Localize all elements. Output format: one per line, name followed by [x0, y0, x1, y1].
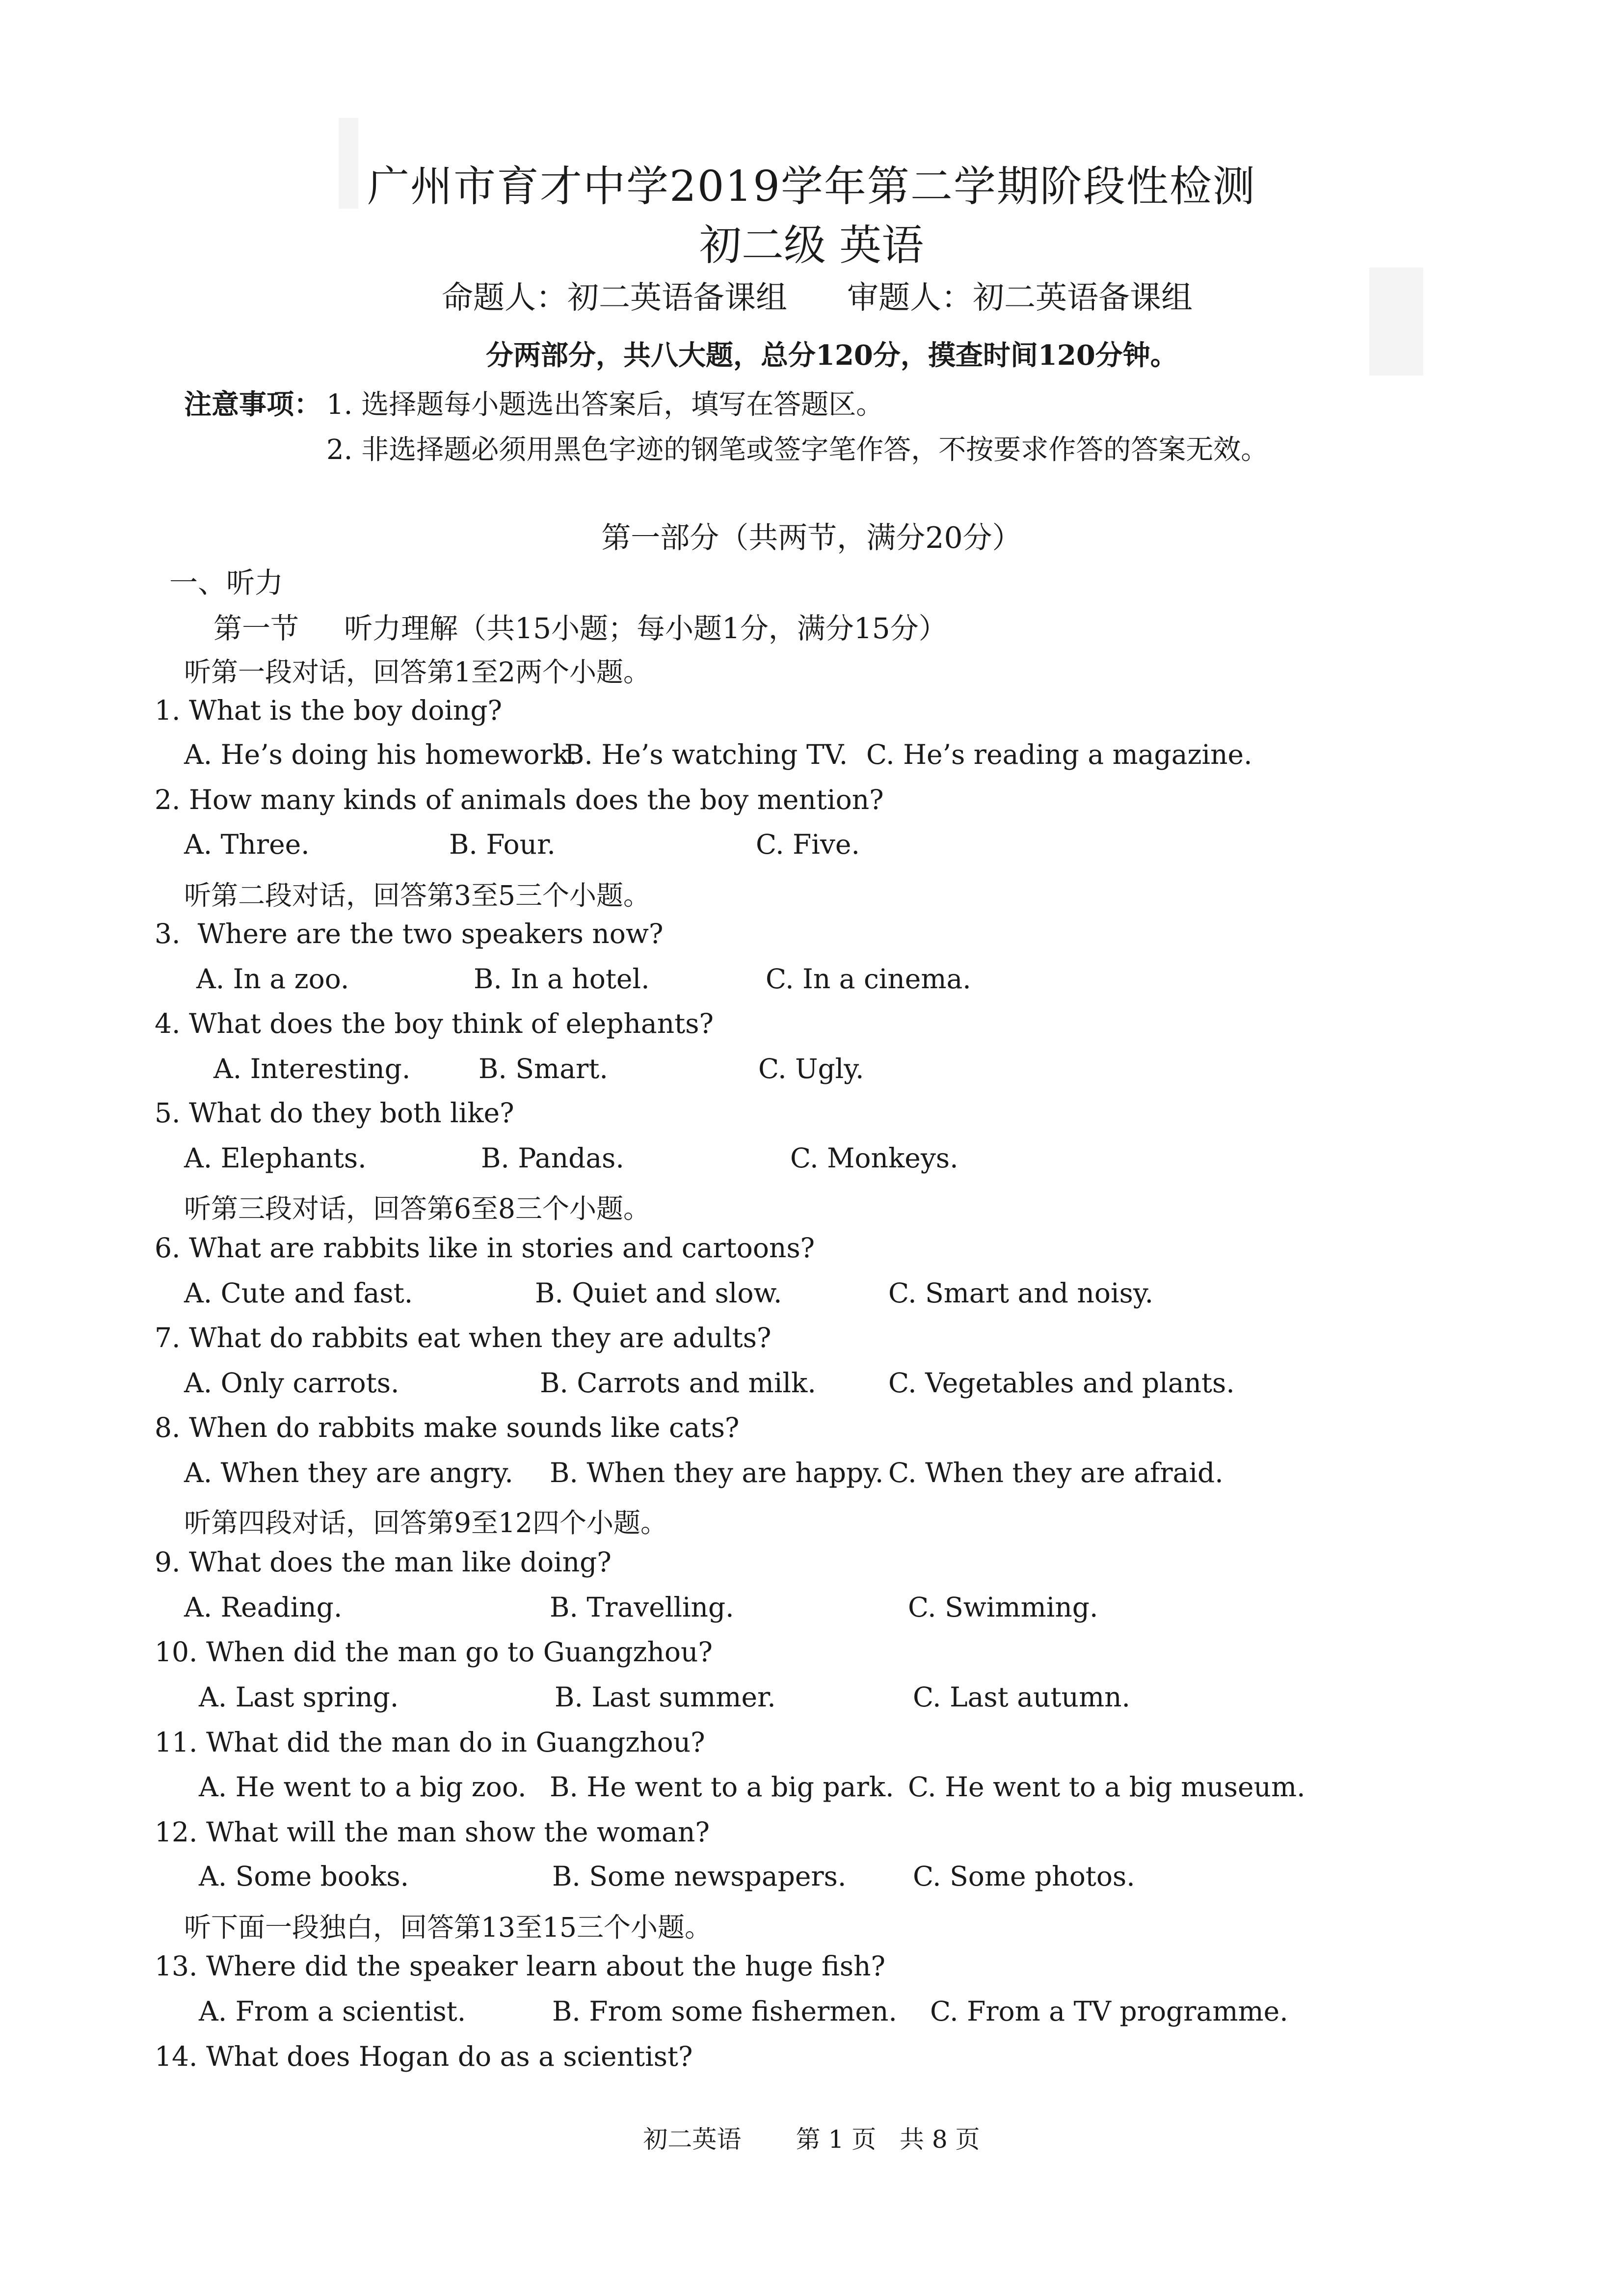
dialogue-instruction: 听第二段对话，回答第3至5三个小题。 [184, 880, 650, 911]
score-note: 分两部分，共八大题，总分120分，摸查时间120分钟。 [486, 339, 1178, 372]
answer-option: B. Pandas. [481, 1142, 624, 1174]
answer-option: B. Last summer. [555, 1681, 776, 1713]
answer-option: B. From some fishermen. [552, 1996, 897, 2027]
answer-option: A. Last spring. [199, 1681, 399, 1713]
answer-option: B. Smart. [479, 1053, 608, 1084]
answer-option: C. From a TV programme. [930, 1996, 1288, 2027]
answer-option: A. Interesting. [213, 1053, 411, 1084]
notice-item-2: 2. 非选择题必须用黑色字迹的钢笔或签字笔作答，不按要求作答的答案无效。 [326, 434, 1269, 466]
question-text: 13. Where did the speaker learn about the huge fish? [155, 1950, 885, 1982]
answer-option: A. From a scientist. [199, 1996, 466, 2027]
exam-subtitle: 初二级 英语 [699, 221, 924, 270]
answer-option: C. When they are afraid. [888, 1457, 1224, 1488]
answer-option: B. Four. [449, 829, 556, 860]
dialogue-instruction: 听第四段对话，回答第9至12四个小题。 [184, 1507, 667, 1539]
answer-option: A. Reading. [184, 1592, 343, 1623]
answer-option: C. Ugly. [758, 1053, 864, 1084]
answer-option: C. Swimming. [908, 1592, 1098, 1623]
exam-title: 广州市育才中学2019学年第二学期阶段性检测 [367, 162, 1256, 211]
notice-label: 注意事项： [184, 388, 321, 421]
answer-option: A. Three. [184, 829, 310, 860]
question-text: 5. What do they both like? [155, 1097, 514, 1129]
answer-option: B. Quiet and slow. [535, 1277, 782, 1309]
answer-option: C. Vegetables and plants. [888, 1367, 1235, 1399]
answer-option: B. He’s watching TV. [564, 739, 848, 770]
answer-option: C. Smart and noisy. [888, 1277, 1154, 1309]
answer-option: A. He’s doing his homework. [184, 739, 578, 770]
answer-option: B. Some newspapers. [552, 1861, 847, 1892]
answer-option: B. Travelling. [550, 1592, 734, 1623]
dialogue-instruction: 听第三段对话，回答第6至8三个小题。 [184, 1193, 650, 1224]
dialogue-instruction: 听第一段对话，回答第1至2两个小题。 [184, 656, 650, 688]
answer-option: C. He went to a big museum. [908, 1771, 1305, 1803]
exam-authors: 命题人：初二英语备课组 审题人：初二英语备课组 [442, 280, 1193, 316]
page-footer: 初二英语 第 1 页 共 8 页 [643, 2125, 980, 2154]
answer-option: B. In a hotel. [474, 963, 650, 995]
answer-option: A. Cute and fast. [184, 1277, 413, 1309]
notice-item-1: 1. 选择题每小题选出答案后，填写在答题区。 [326, 389, 884, 421]
answer-option: C. Monkeys. [790, 1142, 958, 1174]
answer-option: A. In a zoo. [196, 963, 349, 995]
question-text: 4. What does the boy think of elephants? [155, 1008, 714, 1039]
answer-option: C. Last autumn. [913, 1681, 1131, 1713]
question-text: 12. What will the man show the woman? [155, 1816, 710, 1848]
section-1-title: 第一节 听力理解（共15小题；每小题1分，满分15分） [213, 612, 947, 645]
question-text: 1. What is the boy doing? [155, 695, 503, 726]
answer-option: A. Elephants. [184, 1142, 367, 1174]
question-text: 14. What does Hogan do as a scientist? [155, 2041, 693, 2072]
question-text: 11. What did the man do in Guangzhou? [155, 1727, 705, 1758]
question-text: 9. What does the man like doing? [155, 1546, 612, 1578]
answer-option: B. Carrots and milk. [540, 1367, 816, 1399]
question-text: 7. What do rabbits eat when they are adults? [155, 1322, 772, 1353]
section-listening: 一、听力 [169, 566, 284, 599]
answer-option: B. When they are happy. [550, 1457, 884, 1488]
answer-option: C. Some photos. [913, 1861, 1135, 1892]
answer-option: A. Some books. [199, 1861, 409, 1892]
answer-option: C. In a cinema. [766, 963, 971, 995]
answer-option: A. Only carrots. [184, 1367, 399, 1399]
answer-option: C. Five. [756, 829, 860, 860]
answer-option: B. He went to a big park. [550, 1771, 894, 1803]
answer-option: C. He’s reading a magazine. [866, 739, 1252, 770]
answer-option: A. He went to a big zoo. [199, 1771, 527, 1803]
question-text: 2. How many kinds of animals does the boy mention? [155, 784, 884, 815]
part-one-title: 第一部分（共两节，满分20分） [601, 521, 1022, 555]
answer-option: A. When they are angry. [184, 1457, 513, 1488]
question-text: 8. When do rabbits make sounds like cats? [155, 1412, 740, 1443]
dialogue-instruction: 听下面一段独白，回答第13至15三个小题。 [184, 1912, 712, 1943]
question-text: 3. Where are the two speakers now? [155, 918, 664, 949]
question-text: 10. When did the man go to Guangzhou? [155, 1636, 713, 1668]
question-text: 6. What are rabbits like in stories and cartoons? [155, 1232, 815, 1264]
scan-artifact-right [1369, 268, 1423, 376]
